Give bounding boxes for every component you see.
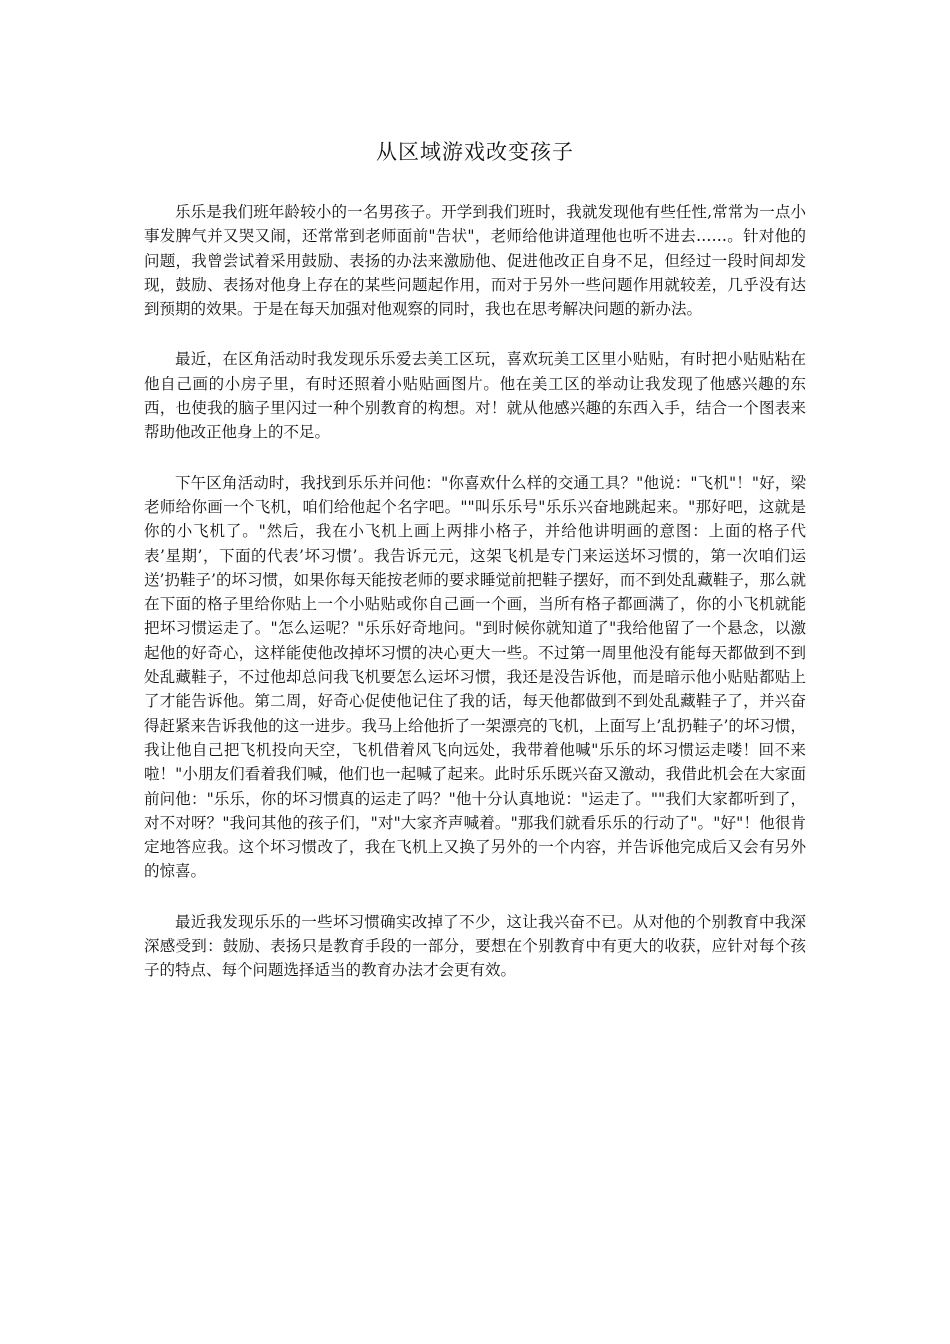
document-title: 从区域游戏改变孩子 (376, 140, 574, 164)
paragraph-3: 下午区角活动时，我找到乐乐并问他："你喜欢什么样的交通工具？"他说："飞机"！"好，梁老师给你画一个飞机，咱们给他起个名字吧。""叫乐乐号"乐乐兴奋地跳起来。"那好吧，这就是你的小飞机了。"然后，我在小飞机上画上两排小格子，并给他讲明画的意图：上面的格子代表’星期’，下面的代表’坏习惯’。我告诉元元，这架飞机是专门来运送坏习惯的，第一次咱们运送’扔鞋子’的坏习惯，如果你每天能按老师的要求睡觉前把鞋子摆好，而不到处乱藏鞋子，那么就在下面的格子里给你贴上一个小贴贴或你自己画一个画，当所有格子都画满了，你的小飞机就能把坏习惯运走了。"怎么运呢？"乐乐好奇地问。"到时候你就知道了"我给他留了一个悬念，以激起他的好奇心，这样能使他改掉坏习惯的决心更大一些。不过第一周里他没有能每天都做到不到处乱藏鞋子，不过他却总问我飞机要怎么运坏习惯，我还是没告诉他，而是暗示他小贴贴都贴上了才能告诉他。第二周，好奇心促使他记住了我的话，每天他都做到不到处乱藏鞋子了，并兴奋得赶紧来告诉我他的这一进步。我马上给他折了一架漂亮的飞机，上面写上’乱扔鞋子’的坏习惯，我让他自己把飞机投向天空，飞机借着风飞向远处，我带着他喊"乐乐的坏习惯运走喽！回不来啦！"小朋友们看着我们喊，他们也一起喊了起来。此时乐乐既兴奋又激动，我借此机会在大家面前问他："乐乐，你的坏习惯真的运走了吗？"他十分认真地说："运走了。""我们大家都听到了，对不对呀？"我问其他的孩子们，"对"大家齐声喊着。"那我们就看乐乐的行动了"。"好"！他很肯定地答应我。这个坏习惯改了，我在飞机上又换了另外的一个内容，并告诉他完成后又会有另外的惊喜。 (144, 473, 806, 881)
paragraph-2: 最近，在区角活动时我发现乐乐爱去美工区玩，喜欢玩美工区里小贴贴，有时把小贴贴粘在他自己画的小房子里，有时还照着小贴贴画图片。他在美工区的举动让我发现了他感兴趣的东西，也使我的脑子里闪过一种个别教育的构想。对！就从他感兴趣的东西入手，结合一个图表来帮助他改正他身上的不足。 (144, 350, 806, 442)
paragraph-4: 最近我发现乐乐的一些坏习惯确实改掉了不少，这让我兴奋不已。从对他的个别教育中我深深感受到：鼓励、表扬只是教育手段的一部分，要想在个别教育中有更大的收获，应针对每个孩子的特点、每个问题选择适当的教育办法才会更有效。 (144, 912, 806, 980)
paragraph-1: 乐乐是我们班年龄较小的一名男孩子。开学到我们班时，我就发现他有些任性,常常为一点小事发脾气并又哭又闹，还常常到老师面前"告状"，老师给他讲道理他也听不进去……。针对他的问题，我曾尝试着采用鼓励、表扬的办法来激励他、促进他改正自身不足，但经过一段时间却发现，鼓励、表扬对他身上存在的某些问题起作用，而对于另外一些问题作用就较差，几乎没有达到预期的效果。于是在每天加强对他观察的同时，我也在思考解决问题的新办法。 (144, 203, 806, 319)
document-body (144, 200, 806, 1009)
